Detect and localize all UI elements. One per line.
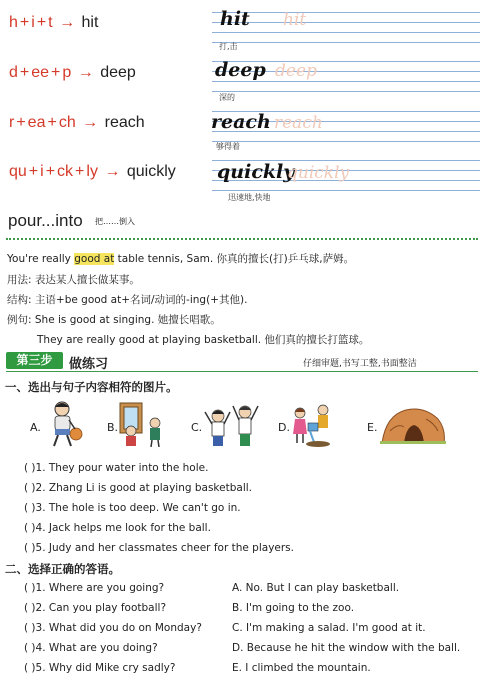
example-line-2: They are really good at playing basketball. 他们真的擅长打篮球。 xyxy=(37,334,370,346)
section2-answer: C. I'm making a salad. I'm good at it. xyxy=(232,622,426,634)
section1-item: ( )3. The hole is too deep. We can't go in. xyxy=(24,502,241,514)
dotted-divider xyxy=(6,238,478,240)
pouring-water-image xyxy=(288,401,338,447)
section2-question: ( )4. What are you doing? xyxy=(24,642,158,654)
phrase-meaning: 把……倒入 xyxy=(95,217,135,226)
section2-title: 二、选择正确的答语。 xyxy=(5,562,120,576)
arrow-right-icon: → xyxy=(104,163,121,180)
arrow-right-icon: → xyxy=(82,114,99,131)
phonics-part: i xyxy=(40,163,44,180)
section2-answer: B. I'm going to the zoo. xyxy=(232,602,355,614)
pic-label-b: B. xyxy=(107,421,119,434)
cheering-children-image xyxy=(202,400,264,450)
phonics-part: d xyxy=(9,64,18,81)
section1-item: ( )1. They pour water into the hole. xyxy=(24,462,209,474)
phonics-meaning: 打,击 xyxy=(219,42,238,51)
phonics-part: ck xyxy=(57,163,74,180)
highlight-good-at: good at xyxy=(74,253,115,265)
phonics-part: ea xyxy=(27,114,46,131)
handwritten-word: deep xyxy=(215,59,266,81)
phonics-part: ee xyxy=(31,64,50,81)
phonics-part: h xyxy=(9,14,18,31)
step-badge: 第三步 xyxy=(6,352,63,369)
handwritten-word: quickly xyxy=(217,161,295,183)
phonics-word: reach xyxy=(104,114,145,131)
writing-lines-hit xyxy=(212,12,480,43)
phonics-part: i xyxy=(31,14,35,31)
phonics-part: r xyxy=(9,114,15,131)
section2-answer: A. No. But I can play basketball. xyxy=(232,582,400,594)
phonics-part: ly xyxy=(86,163,98,180)
section2-question: ( )2. Can you play football? xyxy=(24,602,167,614)
phonics-meaning: 迅速地,快地 xyxy=(228,193,271,202)
handwritten-word: hit xyxy=(220,8,250,30)
tracing-word: reach xyxy=(274,113,323,133)
step-note: 仔细审题,书写工整,书面整洁 xyxy=(303,359,417,369)
boy-basketball-image xyxy=(40,400,90,448)
phonics-word: deep xyxy=(100,64,136,81)
section1-item: ( )4. Jack helps me look for the ball. xyxy=(24,522,211,534)
section2-question: ( )1. Where are you going? xyxy=(24,582,165,594)
window-children-image xyxy=(117,401,167,447)
example-line-1: 例句: She is good at singing. 她擅长唱歌。 xyxy=(7,314,221,326)
phonics-row-hit: h + i + t → hit xyxy=(9,14,99,31)
phonics-row-deep: d + ee + p → deep xyxy=(9,64,136,81)
section2-answer: E. I climbed the mountain. xyxy=(232,662,371,674)
phonics-meaning: 深的 xyxy=(219,93,235,102)
pic-label-c: C. xyxy=(191,421,203,434)
phonics-word: hit xyxy=(81,14,99,31)
phonics-meaning: 够得着 xyxy=(216,142,240,151)
phonics-row-quickly: qu + i + ck + ly → quickly xyxy=(9,163,176,180)
phonics-part: p xyxy=(62,64,72,81)
green-divider xyxy=(6,371,478,372)
section1-title: 一、选出与句子内容相符的图片。 xyxy=(5,380,178,394)
arrow-right-icon: → xyxy=(77,64,94,81)
pic-label-d: D. xyxy=(278,421,290,434)
pic-label-e: E. xyxy=(367,421,378,434)
tracing-word: deep xyxy=(275,61,317,81)
phonics-part: t xyxy=(48,14,53,31)
section2-question: ( )3. What did you do on Monday? xyxy=(24,622,202,634)
phonics-part: qu xyxy=(9,163,27,180)
arrow-right-icon: → xyxy=(59,14,76,31)
step-title: 做练习 xyxy=(69,357,109,372)
section2-answer: D. Because he hit the window with the ball. xyxy=(232,642,461,654)
phonics-part: ch xyxy=(58,114,76,131)
handwritten-word: reach xyxy=(211,111,271,133)
usage-line: 用法: 表达某人擅长做某事。 xyxy=(7,274,140,286)
cave-rock-image xyxy=(380,405,446,445)
phrase-word: pour...into xyxy=(8,211,83,230)
section1-item: ( )2. Zhang Li is good at playing basketball. xyxy=(24,482,252,494)
tracing-word: hit xyxy=(283,10,307,30)
example-sentence: You're really good at table tennis, Sam. 你真的擅长(打)乒乓球,萨姆。 xyxy=(7,253,355,265)
tracing-word: quickly xyxy=(287,163,350,183)
structure-line: 结构: 主语+be good at+名词/动词的-ing(+其他). xyxy=(7,294,248,306)
phonics-word: quickly xyxy=(126,163,176,180)
section1-item: ( )5. Judy and her classmates cheer for the players. xyxy=(24,542,294,554)
pic-label-a: A. xyxy=(30,421,41,434)
section2-question: ( )5. Why did Mike cry sadly? xyxy=(24,662,176,674)
phonics-row-reach: r + ea + ch → reach xyxy=(9,114,145,131)
